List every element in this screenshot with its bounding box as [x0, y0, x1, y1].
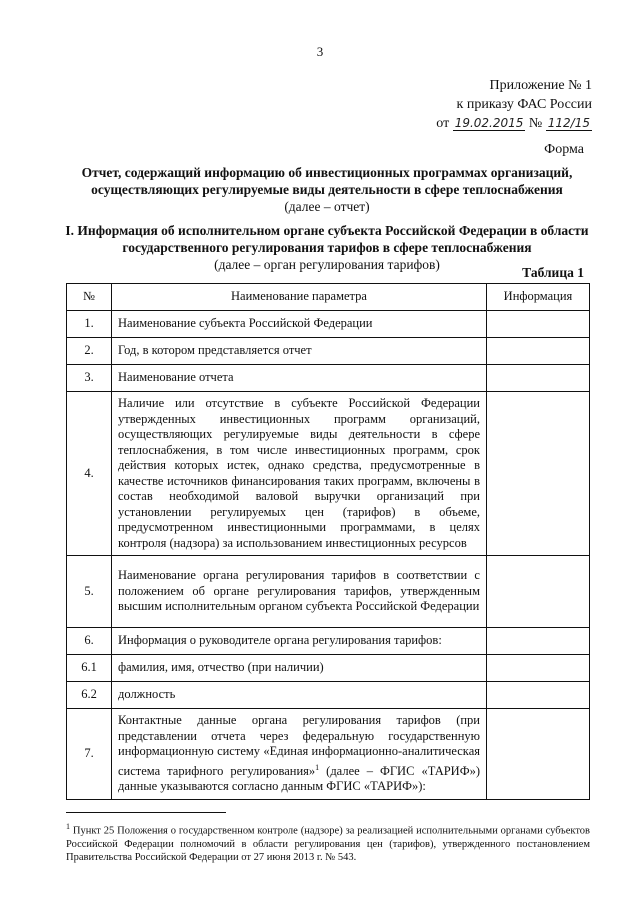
appendix-line3 — [436, 114, 592, 133]
row-param-text-a: Контактные данные органа регулирования тарифов (при представлении отчета через федеральную государственную информационную систему «Единая информационно-аналитическая система тарифного регулирования» — [118, 713, 480, 778]
title-line2: осуществляющих регулируемые виды деятельности в сфере теплоснабжения — [91, 182, 563, 197]
table-label: Таблица 1 — [522, 265, 584, 280]
section-line2: государственного регулирования тарифов в сфере теплоснабжения — [122, 240, 532, 255]
table-header-row — [67, 284, 590, 311]
header-param: Наименование параметра — [112, 284, 487, 311]
row-info — [487, 655, 590, 682]
row-info — [487, 628, 590, 655]
row-num: 5. — [67, 556, 112, 628]
appendix-date: 19.02.2015 — [454, 116, 524, 130]
row-param-text-b: (далее – ФГИС «ТАРИФ») данные указываются согласно данным ФГИС «ТАРИФ»): — [118, 763, 481, 794]
row-num: 6.2 — [67, 682, 112, 709]
row-info — [487, 338, 590, 365]
row-num: 6.1 — [67, 655, 112, 682]
table-row — [67, 365, 590, 392]
appendix-header — [436, 76, 592, 133]
document-title — [64, 164, 590, 215]
row-param: Год, в котором представляется отчет — [112, 338, 487, 365]
table-row — [67, 311, 590, 338]
row-num: 2. — [67, 338, 112, 365]
table-row — [67, 338, 590, 365]
row-info — [487, 365, 590, 392]
row-num: 4. — [67, 392, 112, 556]
footnote-divider — [66, 812, 226, 813]
appendix-line1: Приложение № 1 — [489, 78, 592, 93]
section-title — [64, 222, 590, 273]
table-row — [67, 556, 590, 628]
table-row — [67, 682, 590, 709]
row-info — [487, 311, 590, 338]
row-param: Наименование органа регулирования тарифов в соответствии с положением об органе регулирования тарифов, утвержденным высшим исполнительным органом субъекта Российской Федерации — [112, 556, 487, 628]
footnote-marker: 1 — [66, 822, 70, 831]
row-info — [487, 556, 590, 628]
header-info: Информация — [487, 284, 590, 311]
row-param — [112, 709, 487, 800]
row-param: должность — [112, 682, 487, 709]
section-line1: I. Информация об исполнительном органе субъекта Российской Федерации в области — [65, 223, 589, 238]
table-row — [67, 392, 590, 556]
form-label: Форма — [544, 142, 584, 157]
table-row — [67, 709, 590, 800]
row-param: фамилия, имя, отчество (при наличии) — [112, 655, 487, 682]
row-num: 3. — [67, 365, 112, 392]
row-info — [487, 682, 590, 709]
appendix-number-prefix: № — [528, 116, 543, 131]
appendix-number: 112/15 — [547, 116, 590, 130]
title-line1: Отчет, содержащий информацию об инвестиционных программах организаций, — [81, 165, 573, 180]
footnote-ref: 1 — [315, 762, 320, 772]
footnote — [66, 820, 590, 864]
row-num: 1. — [67, 311, 112, 338]
table-row — [67, 655, 590, 682]
page-number: 3 — [316, 44, 324, 59]
row-num: 6. — [67, 628, 112, 655]
row-info — [487, 392, 590, 556]
title-line3: (далее – отчет) — [284, 199, 370, 214]
table-row — [67, 628, 590, 655]
row-param: Наименование субъекта Российской Федерации — [112, 311, 487, 338]
parameters-table — [66, 283, 590, 800]
section-line3: (далее – орган регулирования тарифов) — [214, 257, 440, 272]
header-num: № — [67, 284, 112, 311]
row-param: Наименование отчета — [112, 365, 487, 392]
footnote-text: Пункт 25 Положения о государственном контроле (надзоре) за реализацией исполнительными органами субъектов Российской Федерации полномочий в области регулирования цен (тарифов), утвержденного постановлением Правительства Российской Федерации от 27 июня 2013 г. № 543. — [66, 825, 590, 863]
row-info — [487, 709, 590, 800]
row-param: Информация о руководителе органа регулирования тарифов: — [112, 628, 487, 655]
row-num: 7. — [67, 709, 112, 800]
row-param: Наличие или отсутствие в субъекте Российской Федерации утвержденных инвестиционных программ организаций, осуществляющих регулируемые виды деятельности в сфере теплоснабжения, в том числе инвестиционных программ, срок действия которых истек, однако средства, предусмотренные в качестве источников финансирования таких программ, включены в состав необходимой валовой выручки организаций при установлении регулируемых цен (тарифов) в объеме, предусмотренном инвестиционными программами, в целях контроля (надзора) за использованием инвестиционных ресурсов — [112, 392, 487, 556]
appendix-line2: к приказу ФАС России — [456, 97, 592, 112]
appendix-date-prefix: от — [436, 116, 450, 131]
